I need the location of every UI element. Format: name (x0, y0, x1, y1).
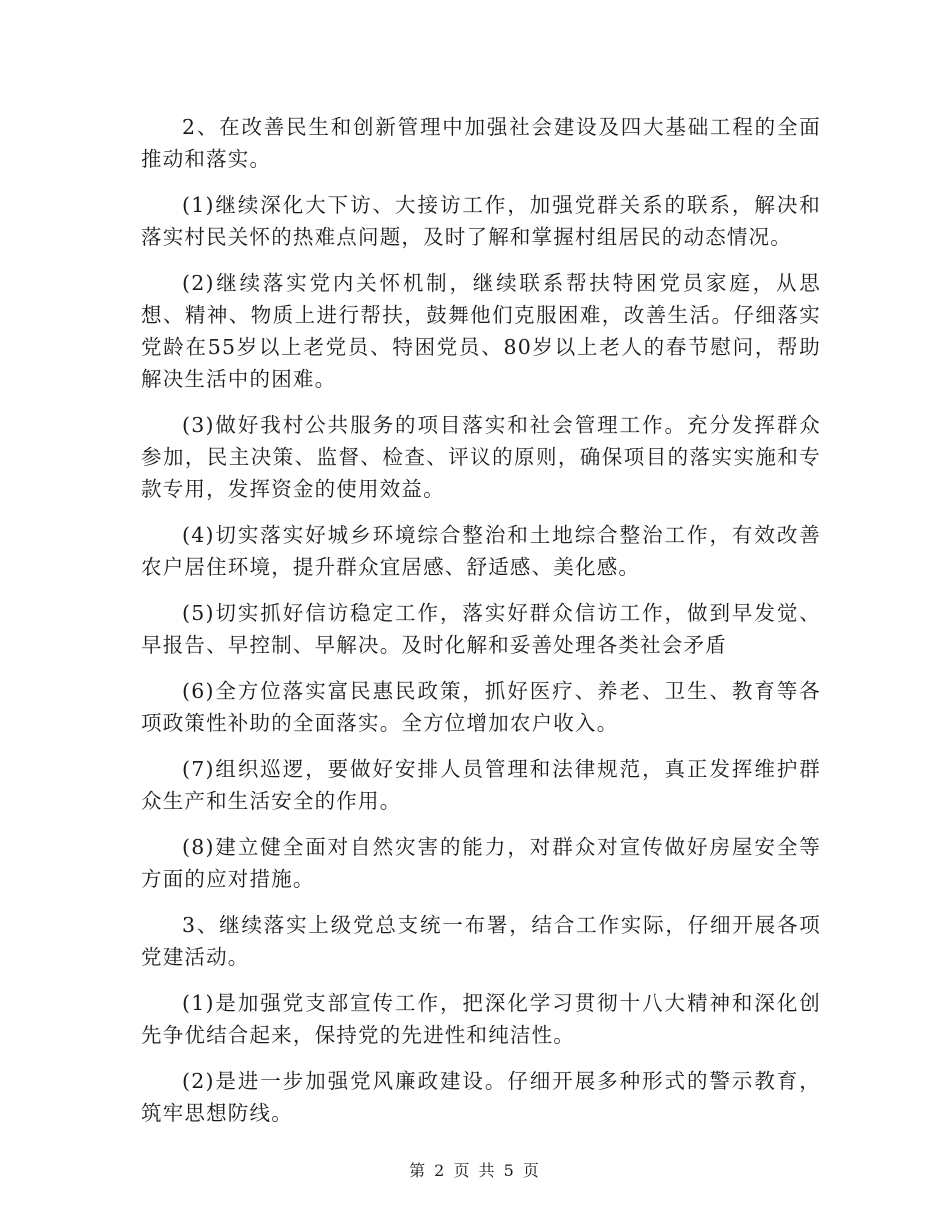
paragraph-item-8: (8)建立健全面对自然灾害的能力，对群众对宣传做好房屋安全等方面的应对措施。 (141, 835, 821, 891)
paragraph-item-3: (3)做好我村公共服务的项目落实和社会管理工作。充分发挥群众参加，民主决策、监督、检查、评议的原则，确保项目的落实实施和专款专用，发挥资金的使用效益。 (141, 413, 821, 501)
paragraph-item-2: (2)继续落实党内关怀机制，继续联系帮扶特困党员家庭，从思想、精神、物质上进行帮扶，鼓舞他们克服困难，改善生活。仔细落实党龄在55岁以上老党员、特困党员、80岁以上老人的春节慰问，帮助解决生活中的困难。 (141, 271, 821, 391)
paragraph-item-7: (7)组织巡逻，要做好安排人员管理和法律规范，真正发挥维护群众生产和生活安全的作用。 (141, 757, 821, 813)
paragraph-section-2: 2、在改善民生和创新管理中加强社会建设及四大基础工程的全面推动和落实。 (141, 115, 821, 171)
paragraph-item-1: (1)继续深化大下访、大接访工作，加强党群关系的联系，解决和落实村民关怀的热难点问题，及时了解和掌握村组居民的动态情况。 (141, 193, 821, 249)
paragraph-item-5: (5)切实抓好信访稳定工作，落实好群众信访工作，做到早发觉、早报告、早控制、早解决。及时化解和妥善处理各类社会矛盾 (141, 601, 821, 657)
paragraph-section-3: 3、继续落实上级党总支统一布署，结合工作实际，仔细开展各项党建活动。 (141, 913, 821, 969)
paragraph-section-3-item-2: (2)是进一步加强党风廉政建设。仔细开展多种形式的警示教育，筑牢思想防线。 (141, 1069, 821, 1125)
document-body (141, 111, 821, 1143)
paragraph-item-6: (6)全方位落实富民惠民政策，抓好医疗、养老、卫生、教育等各项政策性补助的全面落实。全方位增加农户收入。 (141, 679, 821, 735)
page-number-footer: 第 2 页 共 5 页 (409, 1161, 541, 1180)
paragraph-item-4: (4)切实落实好城乡环境综合整治和土地综合整治工作，有效改善农户居住环境，提升群众宜居感、舒适感、美化感。 (141, 523, 821, 579)
paragraph-section-3-item-1: (1)是加强党支部宣传工作，把深化学习贯彻十八大精神和深化创先争优结合起来，保持党的先进性和纯洁性。 (141, 991, 821, 1047)
